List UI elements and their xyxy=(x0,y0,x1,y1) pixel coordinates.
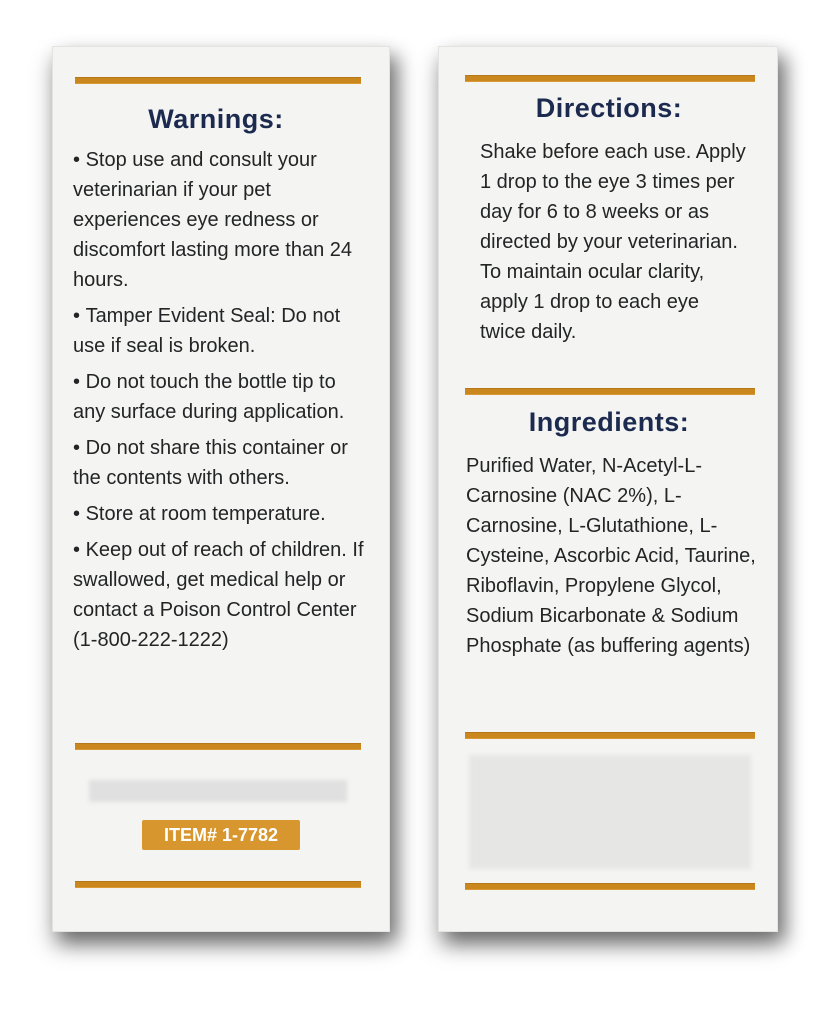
warning-item: • Do not share this container or the contents with others. xyxy=(73,433,373,493)
directions-panel xyxy=(438,46,778,932)
top-divider-rule xyxy=(465,75,755,82)
bottom-divider-rule xyxy=(75,743,361,750)
lower-divider-rule xyxy=(465,732,755,739)
blurred-barcode xyxy=(89,780,347,802)
directions-heading: Directions: xyxy=(535,93,683,123)
warning-item: • Keep out of reach of children. If swallowed, get medical help or contact a Poison Control Center (1-800-222-1222) xyxy=(73,535,373,655)
top-divider-rule xyxy=(75,77,361,84)
directions-text: Shake before each use. Apply 1 drop to the eye 3 times per day for 6 to 8 weeks or as directed by your veterinarian. To maintain ocular clarity, apply 1 drop to each eye twice daily. xyxy=(480,141,746,343)
warning-item: • Do not touch the bottle tip to any surface during application. xyxy=(73,367,373,427)
warning-item: • Stop use and consult your veterinarian if your pet experiences eye redness or discomfort lasting more than 24 hours. xyxy=(73,145,373,295)
footer-divider-rule xyxy=(465,883,755,890)
item-number-badge: ITEM# 1-7782 xyxy=(142,820,300,850)
warnings-heading: Warnings: xyxy=(148,104,284,134)
warnings-list xyxy=(73,145,373,661)
blurred-label-area xyxy=(469,755,751,869)
ingredients-text: Purified Water, N-Acetyl-L-Carnosine (NAC 2%), L-Carnosine, L-Glutathione, L-Cysteine, Ascorbic Acid, Taurine, Riboflavin, Propylene Glycol, Sodium Bicarbonate & Sodium Phosphate (as buffering agents) xyxy=(466,455,756,657)
warning-item: • Tamper Evident Seal: Do not use if seal is broken. xyxy=(73,301,373,361)
middle-divider-rule xyxy=(465,388,755,395)
ingredients-heading: Ingredients: xyxy=(528,407,690,437)
warnings-panel xyxy=(52,46,390,932)
warning-item: • Store at room temperature. xyxy=(73,499,373,529)
footer-divider-rule xyxy=(75,881,361,888)
